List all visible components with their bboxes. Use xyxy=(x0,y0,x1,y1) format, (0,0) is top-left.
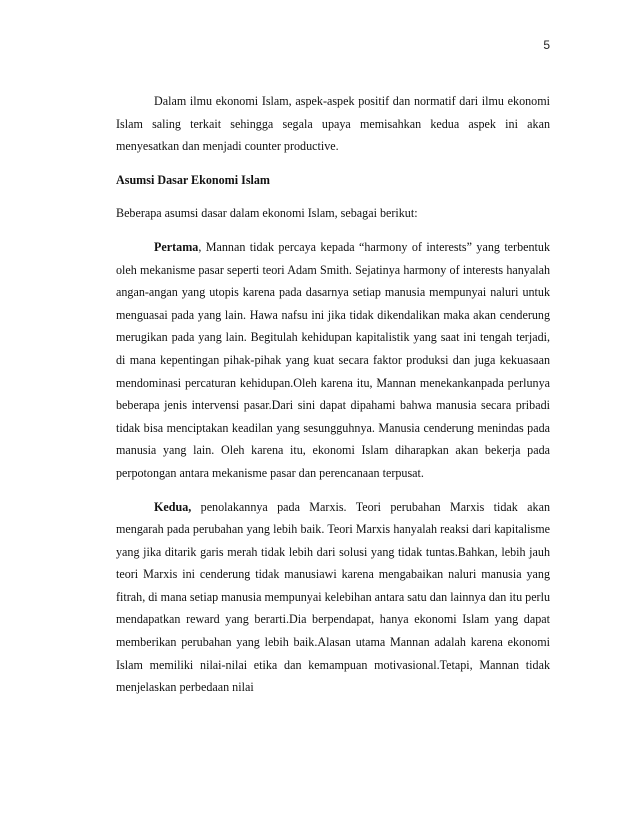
section-heading: Asumsi Dasar Ekonomi Islam xyxy=(116,172,271,187)
document-body xyxy=(116,90,550,699)
pertama-lead: Pertama xyxy=(154,239,199,254)
kedua-lead: Kedua, xyxy=(154,499,192,514)
kedua-text: penolakannya pada Marxis. Teori perubahan Marxis tidak akan mengarah pada perubahan yang lebih baik. Teori Marxis hanyalah reaksi dari kapitalisme yang jika ditarik garis merah tidak lebih dari solusi yang tidak tuntas.Bahkan, lebih jauh teori Marxis ini cenderung tidak manusiawi karena mengabaikan naluri manusia yang fitrah, di mana setiap manusia mempunyai kelebihan antara satu dan lainnya dan itu perlu mendapatkan reward yang berarti.Dia berpendapat, hanya ekonomi Islam yang dapat memberikan perubahan yang lebih baik.Alasan utama Mannan adalah karena ekonomi Islam memiliki nilai-nilai etika dan kemampuan motivasional.Tetapi, Mannan tidak menjelaskan perbedaan nilai xyxy=(116,499,550,695)
page-number: 5 xyxy=(543,38,550,52)
pertama-text: , Mannan tidak percaya kepada “harmony of interests” yang terbentuk oleh mekanisme pasar seperti teori Adam Smith. Sejatinya harmony of interests hanyalah angan-angan yang utopis karena pada dasarnya setiap manusia mempunyai naluri untuk menguasai pada yang lain. Hawa nafsu ini jika tidak dikendalikan maka akan cenderung merugikan pada yang lain. Begitulah kehidupan kapitalistik yang saat ini tengah terjadi, di mana kepentingan pihak-pihak yang kuat secara faktor produksi dan juga kekuasaan mendominasi percaturan kehidupan.Oleh karena itu, Mannan menekankanpada perlunya beberapa jenis intervensi pasar.Dari sini dapat dipahami bahwa manusia secara pribadi tidak bisa menciptakan keadilan yang sesungguhnya. Manusia cenderung menindas pada manusia yang lain. Oleh karena itu, ekonomi Islam diharapkan akan bekerja pada perpotongan antara mekanisme pasar dan perencanaan terpusat. xyxy=(116,239,550,480)
section-intro-paragraph: Beberapa asumsi dasar dalam ekonomi Islam, sebagai berikut: xyxy=(116,206,418,221)
pertama-paragraph xyxy=(116,236,550,485)
intro-paragraph: Dalam ilmu ekonomi Islam, aspek-aspek positif dan normatif dari ilmu ekonomi Islam saling terkait sehingga segala upaya memisahkan kedua aspek ini akan menyesatkan dan menjadi counter productive. xyxy=(116,94,550,154)
kedua-paragraph xyxy=(116,496,550,699)
